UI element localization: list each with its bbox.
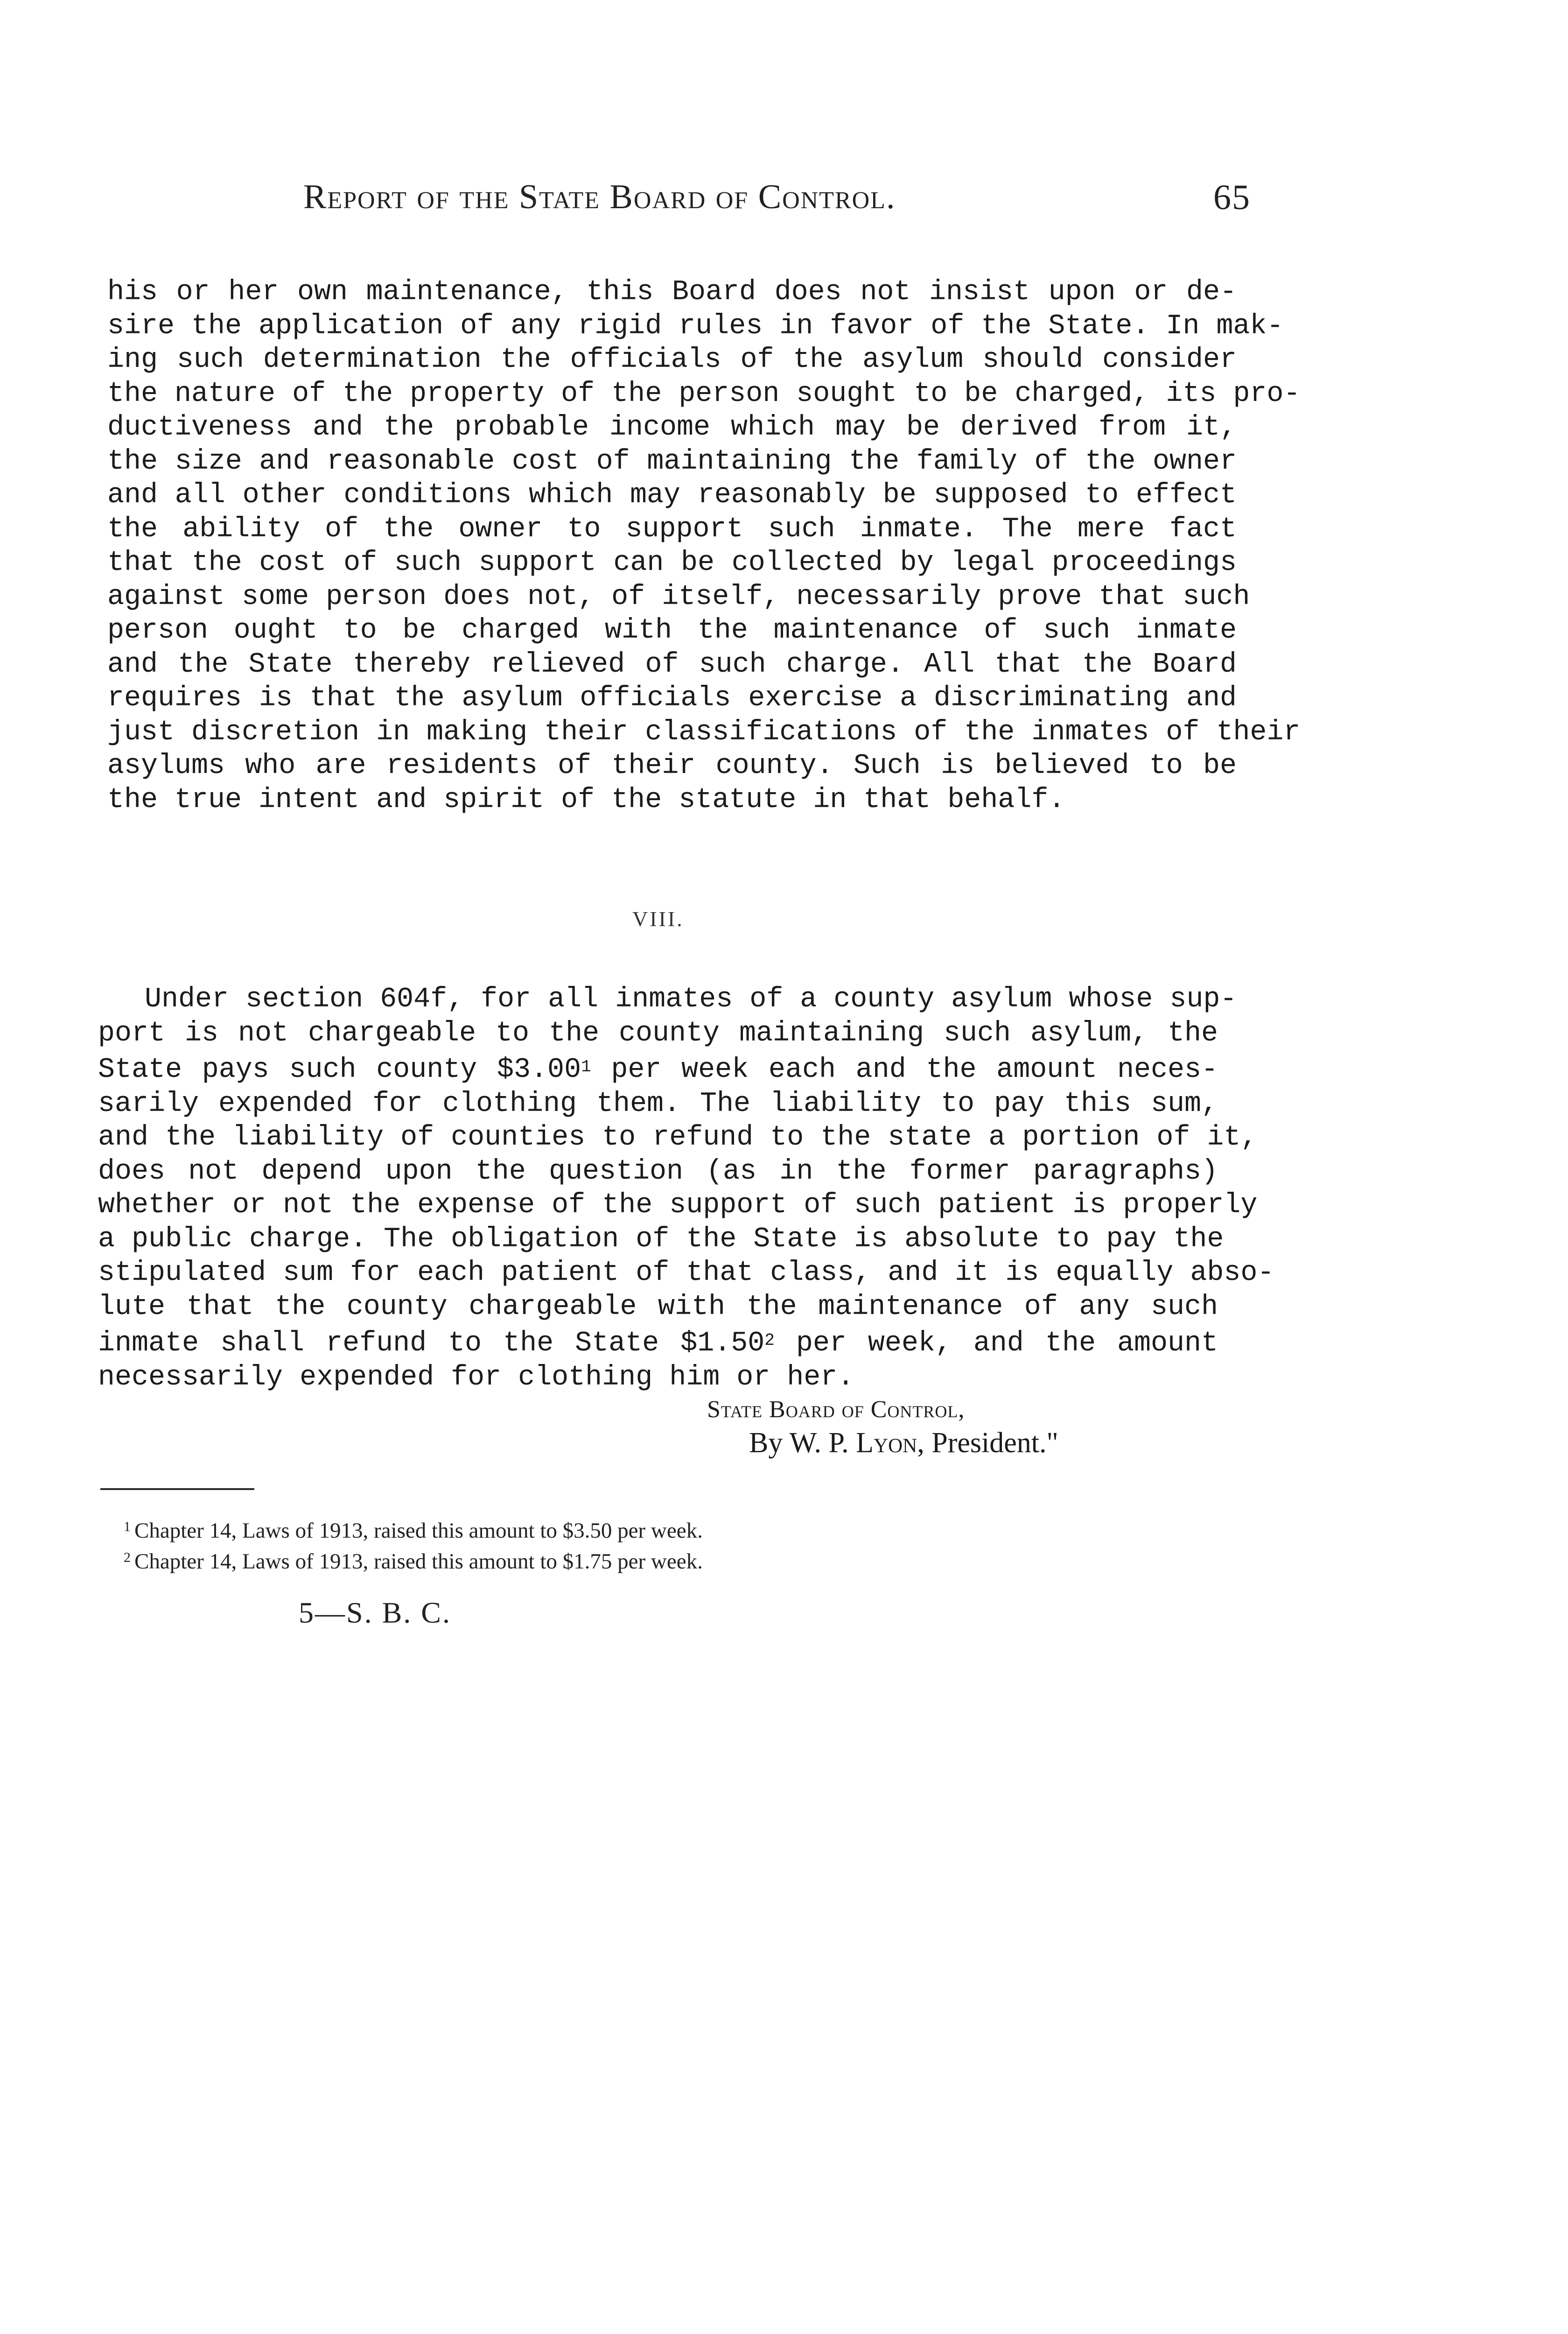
footnote xyxy=(124,1513,703,1544)
text-line: the true intent and spirit of the statute in that behalf. xyxy=(107,784,1065,816)
section-number: VIII. xyxy=(632,907,684,931)
printer-signature-mark: 5—S. B. C. xyxy=(299,1596,451,1629)
footnote-mark: 1 xyxy=(124,1519,131,1534)
text-segment: per week each and the amount neces- xyxy=(591,1054,1218,1086)
signature-board: State Board of Control, xyxy=(707,1396,965,1423)
paragraph-continuation xyxy=(107,275,1301,817)
signature-name xyxy=(749,1427,1058,1460)
text-line: the size and reasonable cost of maintaining the family of the owner xyxy=(107,445,1237,478)
text-segment: inmate shall refund to the State $1.50 xyxy=(98,1328,765,1359)
text-segment: State pays such county $3.00 xyxy=(98,1054,581,1086)
text-line: person ought to be charged with the maintenance of such inmate xyxy=(107,615,1237,647)
footnote-mark: 2 xyxy=(124,1550,131,1565)
text-line: necessarily expended for clothing him or her. xyxy=(98,1361,854,1393)
text-segment: per week, and the amount xyxy=(774,1328,1218,1359)
footnote-text: Chapter 14, Laws of 1913, raised this amount to $1.75 per week. xyxy=(134,1549,703,1574)
page-number: 65 xyxy=(1213,178,1251,217)
footnotes xyxy=(124,1513,703,1575)
text-line xyxy=(98,1324,1218,1361)
text-line: stipulated sum for each patient of that class, and it is equally abso- xyxy=(98,1257,1274,1289)
footnote-reference: 2 xyxy=(764,1331,775,1350)
text-line: the nature of the property of the person sought to be charged, its pro- xyxy=(107,378,1301,410)
text-line: and the State thereby relieved of such charge. All that the Board xyxy=(107,648,1237,681)
running-head-title: Report of the State Board of Control. xyxy=(303,178,896,216)
text-line: just discretion in making their classifications of the inmates of their xyxy=(107,716,1301,748)
text-line: and the liability of counties to refund to the state a portion of it, xyxy=(98,1122,1258,1153)
text-line: Under section 604f, for all inmates of a county asylum whose sup- xyxy=(145,984,1237,1015)
signature-surname: Lyon xyxy=(856,1427,917,1459)
text-line: requires is that the asylum officials exercise a discriminating and xyxy=(107,682,1237,714)
text-line: ductiveness and the probable income which may be derived from it, xyxy=(107,412,1237,443)
text-line: his or her own maintenance, this Board does not insist upon or de- xyxy=(107,276,1237,308)
text-line: ing such determination the officials of the asylum should consider xyxy=(107,344,1237,376)
text-line: asylums who are residents of their county. Such is believed to be xyxy=(107,750,1237,782)
text-line: whether or not the expense of the support of such patient is properly xyxy=(98,1189,1258,1221)
text-line: the ability of the owner to support such inmate. The mere fact xyxy=(107,513,1237,545)
text-line: a public charge. The obligation of the State is absolute to pay the xyxy=(98,1223,1224,1255)
footnote-divider xyxy=(100,1488,254,1490)
text-line: and all other conditions which may reasonably be supposed to effect xyxy=(107,479,1237,511)
text-line: against some person does not, of itself, necessarily prove that such xyxy=(107,581,1250,613)
footnote xyxy=(124,1544,703,1575)
text-line: does not depend upon the question (as in the former paragraphs) xyxy=(98,1155,1218,1188)
signature-by: By W. P. xyxy=(749,1427,856,1459)
text-line: sire the application of any rigid rules in favor of the State. In mak- xyxy=(107,310,1284,342)
paragraph-section-viii xyxy=(98,983,1274,1394)
text-line: sarily expended for clothing them. The liability to pay this sum, xyxy=(98,1088,1218,1120)
text-line: port is not chargeable to the county maintaining such asylum, the xyxy=(98,1017,1218,1049)
footnote-text: Chapter 14, Laws of 1913, raised this amount to $3.50 per week. xyxy=(134,1519,703,1543)
text-line: that the cost of such support can be collected by legal proceedings xyxy=(107,547,1237,579)
footnote-reference: 1 xyxy=(581,1057,591,1076)
signature-title: , President." xyxy=(917,1427,1058,1459)
text-line: lute that the county chargeable with the maintenance of any such xyxy=(98,1291,1218,1323)
text-line xyxy=(98,1050,1218,1087)
